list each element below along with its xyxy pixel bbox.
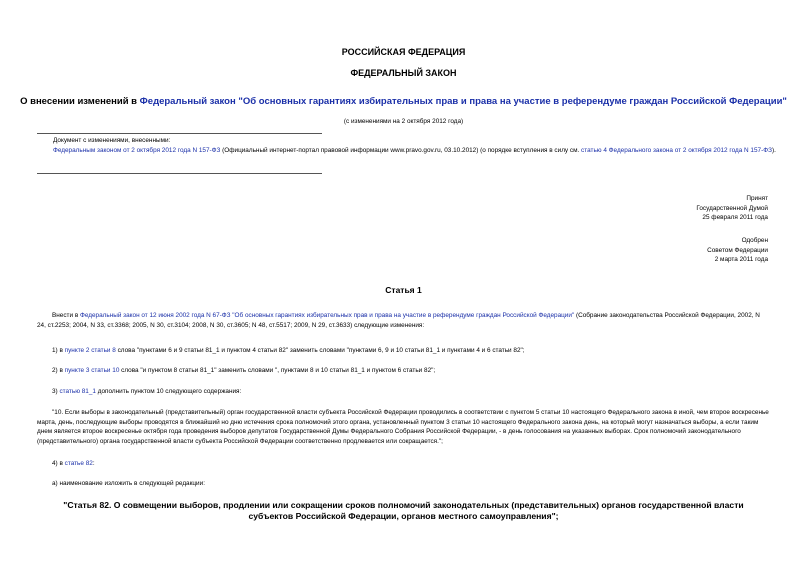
changes-text: Федеральным законом от 2 октября 2012 года N 157-ФЗ (Официальный интернет-портал правовой информации www.pravo.gov.ru, 03.10.2012) (о порядке вступления в силу см. статью 4 Федерального закона от 2 октября 2012 года N 157-ФЗ). [53, 146, 776, 154]
article82-title: "Статья 82. О совмещении выборов, продлении или сокращении сроков полномочий законодательных (представительных) органов государственной власти субъектов Российской Федерации, органов местного самоуправления"; [63, 500, 744, 521]
item4a: а) наименование изложить в следующей редакции: [52, 480, 205, 487]
changes-heading: Документ с изменениями, внесенными: [53, 137, 171, 144]
article1-intro: Внести в Федеральный закон от 12 июня 2002 года N 67-ФЗ "Об основных гарантиях избирательных прав и права на участие в референдуме граждан Российской Федерации" (Собрание законодательства Российской Федерации, 2002, N 24, ст.2253; 2004, N 33, ст.3368; 2005, N 30, ст.3104; 2008, N 30, ст.3605; N 48, ст.5517; 2009, N 29, ст.3633) следующие изменения: [37, 312, 760, 329]
edition-note: (с изменениями на 2 октября 2012 года) [343, 118, 464, 125]
approved-date: 2 марта 2011 года [714, 256, 768, 263]
approved-line2: Советом Федерации [707, 246, 768, 254]
item1-link[interactable]: пункте 2 статьи 8 [64, 347, 116, 354]
adopted-line2: Государственной Думой [696, 204, 768, 212]
country-heading: РОССИЙСКАЯ ФЕДЕРАЦИЯ [341, 47, 466, 57]
doc-type-heading: ФЕДЕРАЛЬНЫЙ ЗАКОН [350, 68, 457, 78]
item2: 2) в пункте 3 статьи 10 слова "и пунктом 8 статьи 81_1" заменить словами ", пунктами 8 и 10 статьи 81_1 и пунктом 6 статьи 82"; [52, 367, 436, 374]
divider-bottom [37, 173, 322, 174]
document-title [0, 96, 807, 107]
adopted-block [568, 194, 768, 223]
article4-link[interactable]: статью 4 Федерального закона от 2 октября 2012 года N 157-ФЗ [581, 146, 772, 154]
article1-heading: Статья 1 [385, 285, 422, 295]
item3: 3) статью 81_1 дополнить пунктом 10 следующего содержания: [52, 388, 242, 395]
approved-block [568, 236, 768, 265]
title-prefix: О внесении изменений в [20, 96, 140, 107]
title-law-link[interactable]: Федеральный закон "Об основных гарантиях избирательных прав и права на участие в референдуме граждан Российской Федерации" [139, 96, 787, 107]
changes-law-link[interactable]: Федеральным законом от 2 октября 2012 года N 157-ФЗ [53, 146, 221, 154]
adopted-date: 25 февраля 2011 года [702, 214, 768, 221]
quote-point10: "10. Если выборы в законодательный (представительный) орган государственной власти субъекта Российской Федерации проводились в соответствии с пунктом 5 статьи 10 настоящего Федерального закона в иной, чем второе воскресенье марта, день, последующие выборы проводятся в ближайший но дню истечения срока полномочий этого органа, установленный пунктом 3 статьи 10 настоящего Федерального закона день, на который могут назначаться выборы, а если таким днем является второе воскресенье октября года проведения выборов депутатов Государственной Думы Федерального Собрания Российской Федерации, - в день голосования на указанных выборах. Срок полномочий законодательного (представительного) органа государственной власти субъекта Российской Федерации соответственно продлевается или сокращается."; [37, 409, 769, 445]
law67-link[interactable]: Федеральный закон от 12 июня 2002 года N 67-ФЗ "Об основных гарантиях избирательных прав и права на участие в референдуме граждан Российской Федерации" [79, 312, 575, 319]
item2-link[interactable]: пункте 3 статьи 10 [64, 367, 120, 374]
item3-link[interactable]: статью 81_1 [59, 388, 96, 395]
approved-line1: Одобрен [741, 237, 768, 244]
item4: 4) в статье 82: [52, 460, 95, 467]
divider-top [37, 133, 322, 134]
adopted-line1: Принят [746, 195, 768, 202]
item1: 1) в пункте 2 статьи 8 слова "пунктами 6 и 9 статьи 81_1 и пунктом 4 статьи 82" заменить словами "пунктами 6, 9 и 10 статьи 81_1 и пунктами 4 и 6 статьи 82"; [52, 347, 525, 354]
item4-link[interactable]: статье 82 [64, 460, 93, 467]
changes-note [37, 136, 777, 155]
